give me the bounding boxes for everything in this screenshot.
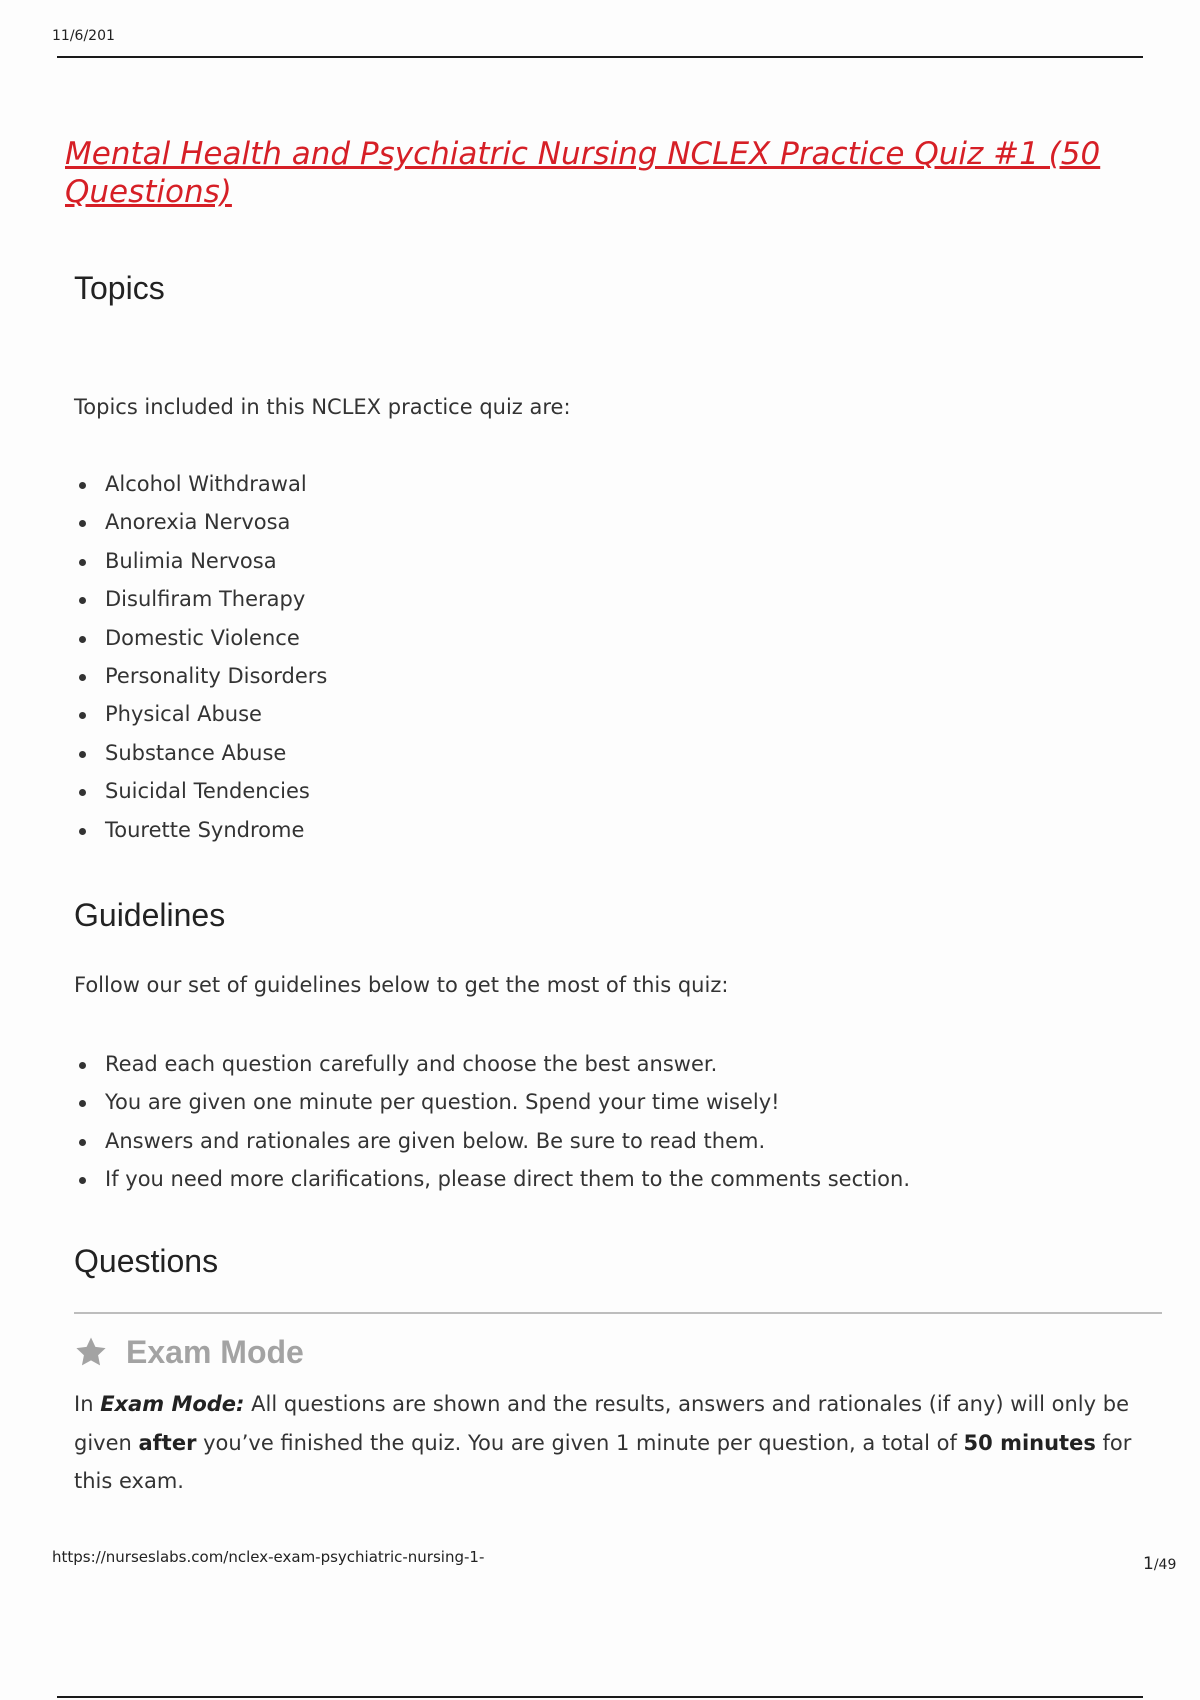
- topic-item-tourette-syndrome: Tourette Syndrome: [74, 817, 327, 855]
- topic-item-physical-abuse: Physical Abuse: [74, 701, 327, 739]
- guideline-item: Answers and rationales are given below. Be sure to read them.: [74, 1128, 910, 1166]
- guidelines-intro: Follow our set of guidelines below to get the most of this quiz:: [74, 973, 729, 997]
- page-number: [1143, 1554, 1176, 1574]
- guideline-item: You are given one minute per question. Spend your time wisely!: [74, 1089, 910, 1127]
- guidelines-heading: Guidelines: [74, 897, 226, 933]
- exam-para-text2: you’ve finished the quiz. You are given 1 minute per question, a total of: [196, 1430, 964, 1455]
- page-title-line1: Mental Health and Psychiatric Nursing NCLEX Practice Quiz #1 (50: [65, 136, 1101, 172]
- exam-mode-description: [74, 1385, 1154, 1501]
- footer-url: https://nurseslabs.com/nclex-exam-psychiatric-nursing-1-: [52, 1548, 485, 1566]
- page-title[interactable]: [65, 135, 1155, 211]
- exam-para-after: after: [138, 1430, 197, 1455]
- topic-item-anorexia-nervosa: Anorexia Nervosa: [74, 509, 327, 547]
- topic-item-disulfiram-therapy: Disulfiram Therapy: [74, 586, 327, 624]
- exam-para-in: In: [74, 1392, 101, 1416]
- footer-rule: [57, 1696, 1143, 1698]
- exam-mode-header: [74, 1332, 304, 1372]
- header-date: 11/6/201: [52, 28, 115, 44]
- exam-para-total: 50 minutes: [963, 1430, 1096, 1455]
- exam-mode-title: Exam Mode: [126, 1333, 304, 1370]
- exam-mode-label: Exam Mode:: [100, 1392, 245, 1416]
- header-rule: [57, 56, 1143, 58]
- exam-para-text3: for this exam.: [74, 1430, 1132, 1493]
- page-current: 1: [1143, 1554, 1154, 1574]
- topics-intro: Topics included in this NCLEX practice quiz are:: [74, 395, 571, 419]
- page-total: /49: [1153, 1557, 1177, 1573]
- exam-para-text1: All questions are shown and the results, answers and rationales (if any) will only be given: [74, 1392, 1129, 1455]
- topic-item-suicidal-tendencies: Suicidal Tendencies: [74, 778, 327, 816]
- guidelines-list: [74, 1051, 910, 1204]
- guideline-item: Read each question carefully and choose the best answer.: [74, 1051, 910, 1089]
- topic-item-alcohol-withdrawal: Alcohol Withdrawal: [74, 471, 327, 509]
- topic-item-substance-abuse: Substance Abuse: [74, 740, 327, 778]
- topics-heading: Topics: [74, 270, 165, 306]
- page-title-line2: Questions): [65, 174, 232, 210]
- topic-link-bulimia-nervosa[interactable]: Bulimia Nervosa: [74, 548, 327, 586]
- topic-link-personality-disorders[interactable]: Personality Disorders: [74, 663, 327, 701]
- guideline-item: If you need more clarifications, please direct them to the comments section.: [74, 1166, 910, 1204]
- topics-list: [74, 471, 327, 855]
- topic-item-domestic-violence: Domestic Violence: [74, 625, 327, 663]
- questions-divider: [74, 1312, 1162, 1314]
- star-icon: [74, 1335, 108, 1369]
- questions-heading: Questions: [74, 1243, 219, 1279]
